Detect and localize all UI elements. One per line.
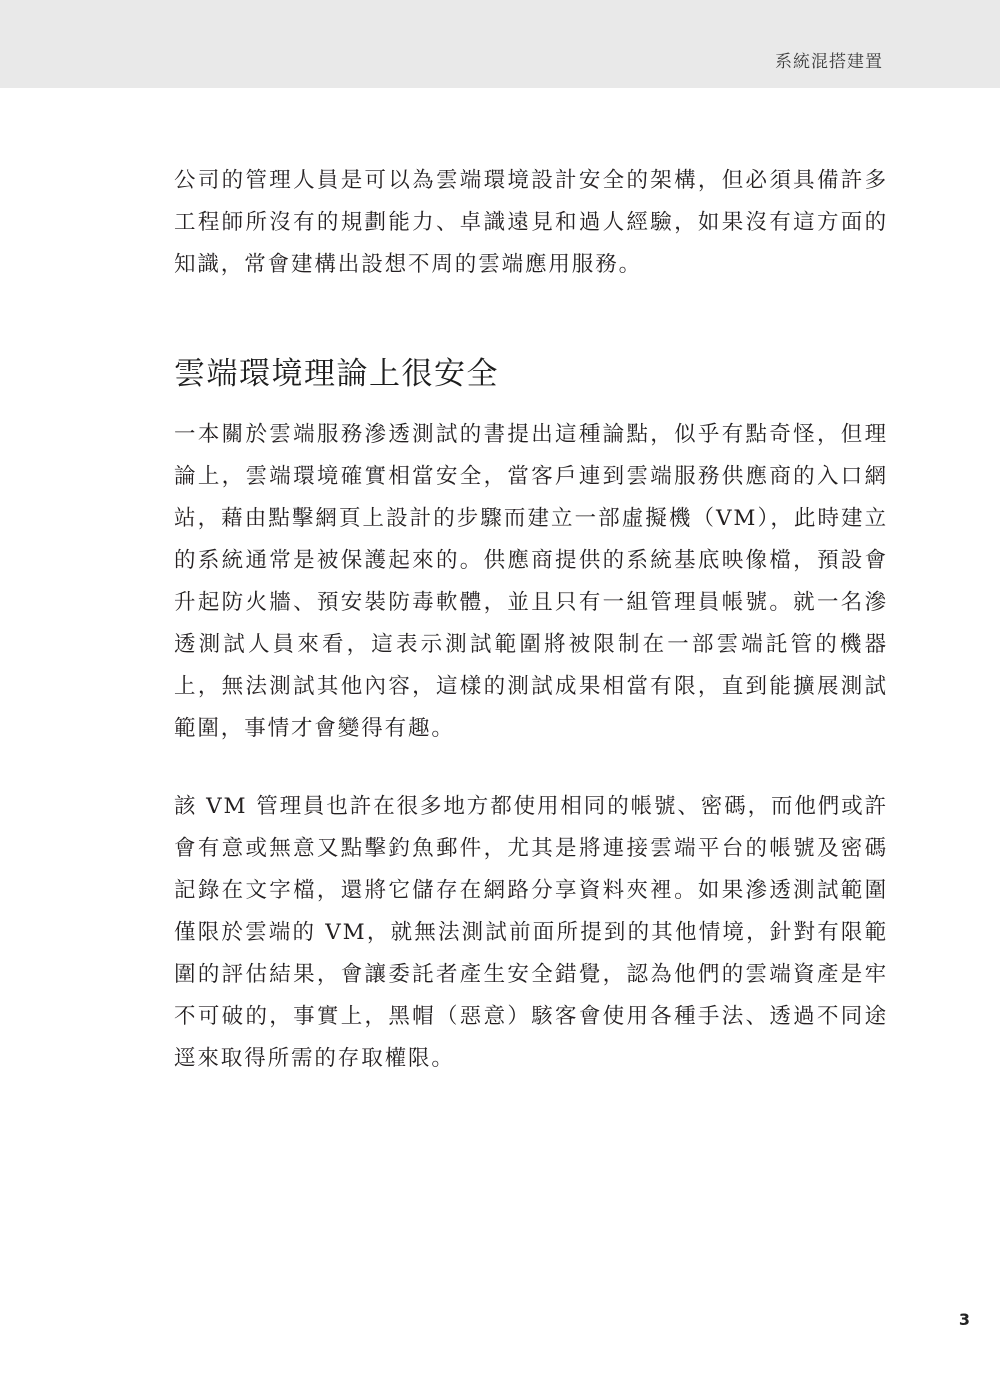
intro-paragraph: 公司的管理人員是可以為雲端環境設計安全的架構，但必須具備許多工程師所沒有的規劃能力、卓識遠見和過人經驗，如果沒有這方面的知識，常會建構出設想不周的雲端應用服務。	[174, 168, 888, 277]
page-number: 3	[958, 1310, 970, 1329]
running-head-title: 系統混搭建置	[775, 52, 883, 72]
page-content	[174, 160, 888, 1080]
section-heading: 雲端環境理論上很安全	[174, 356, 499, 392]
running-header-band	[0, 0, 1000, 88]
section-paragraph-1: 一本關於雲端服務滲透測試的書提出這種論點，似乎有點奇怪，但理論上，雲端環境確實相當安全，當客戶連到雲端服務供應商的入口網站，藉由點擊網頁上設計的步驟而建立一部虛擬機（VM），此時建立的系統通常是被保護起來的。供應商提供的系統基底映像檔，預設會升起防火牆、預安裝防毒軟體，並且只有一組管理員帳號。就一名滲透測試人員來看，這表示測試範圍將被限制在一部雲端託管的機器上，無法測試其他內容，這樣的測試成果相當有限，直到能擴展測試範圍，事情才會變得有趣。	[174, 422, 888, 741]
section-paragraph-2: 該 VM 管理員也許在很多地方都使用相同的帳號、密碼，而他們或許會有意或無意又點擊釣魚郵件，尤其是將連接雲端平台的帳號及密碼記錄在文字檔，還將它儲存在網路分享資料夾裡。如果滲透測試範圍僅限於雲端的 VM，就無法測試前面所提到的其他情境，針對有限範圍的評估結果，會讓委託者產生安全錯覺，認為他們的雲端資產是牢不可破的，事實上，黑帽（惡意）駭客會使用各種手法、透過不同途逕來取得所需的存取權限。	[174, 794, 889, 1071]
